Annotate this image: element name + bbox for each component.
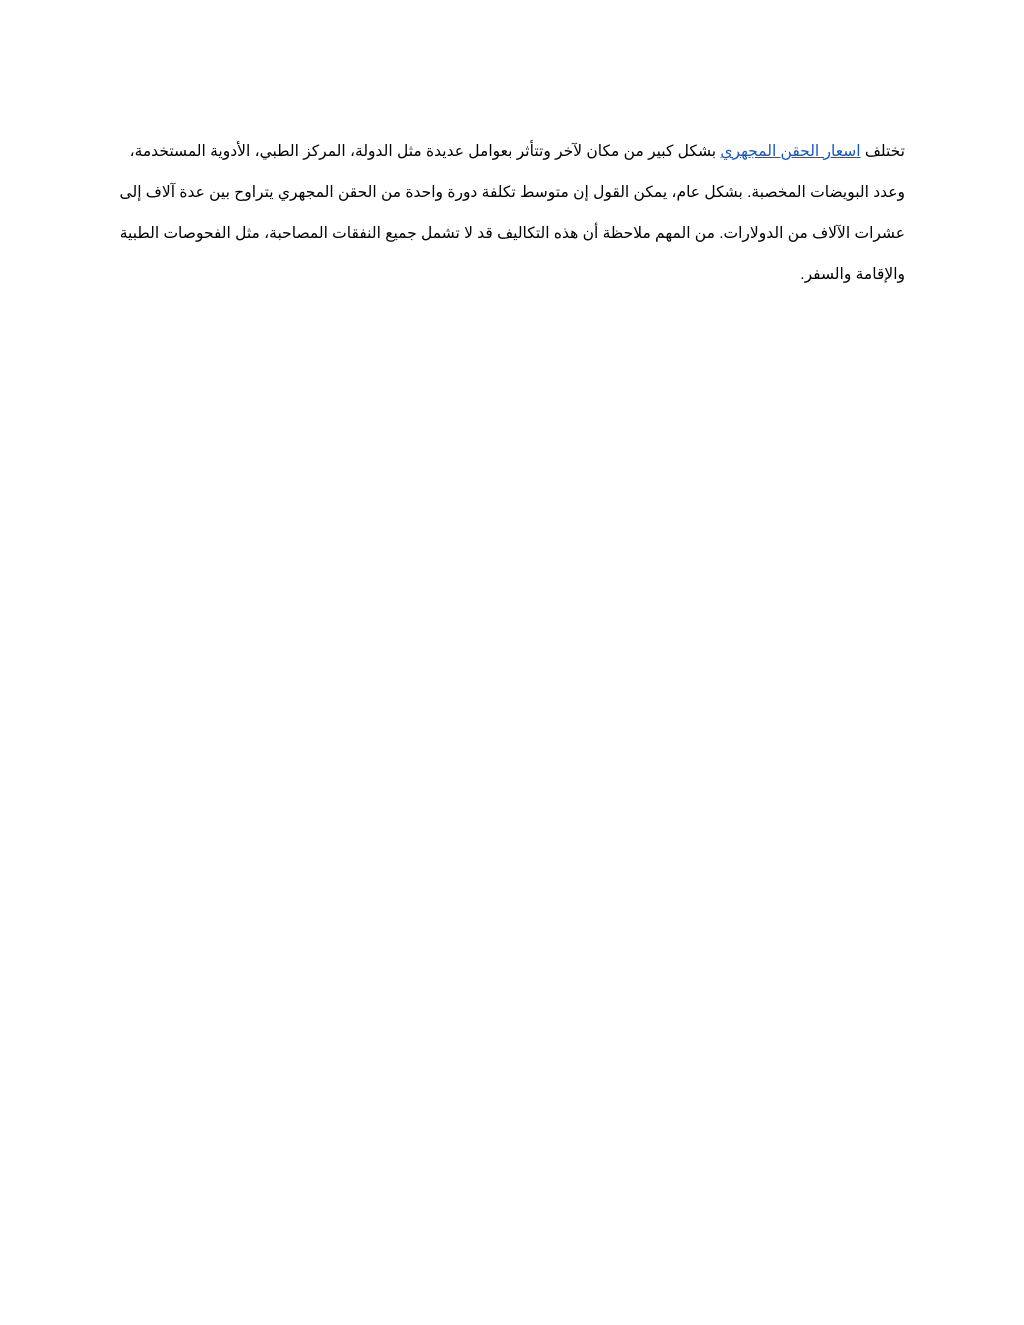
body-paragraph — [118, 131, 905, 295]
ivf-prices-link[interactable]: اسعار الحقن المجهري — [720, 143, 861, 160]
paragraph-text-rest: بشكل كبير من مكان لآخر وتتأثر بعوامل عديدة مثل الدولة، المركز الطبي، الأدوية المستخدمة، وعدد البويضات المخصبة. بشكل عام، يمكن القول إن متوسط تكلفة دورة واحدة من الحقن المجهري يتراوح بين عدة آلاف إلى عشرات الآلاف من الدولارات. من المهم ملاحظة أن هذه التكاليف قد لا تشمل جميع النفقات المصاحبة، مثل الفحوصات الطبية والإقامة والسفر. — [119, 143, 905, 283]
paragraph-text-start: تختلف — [860, 143, 905, 160]
